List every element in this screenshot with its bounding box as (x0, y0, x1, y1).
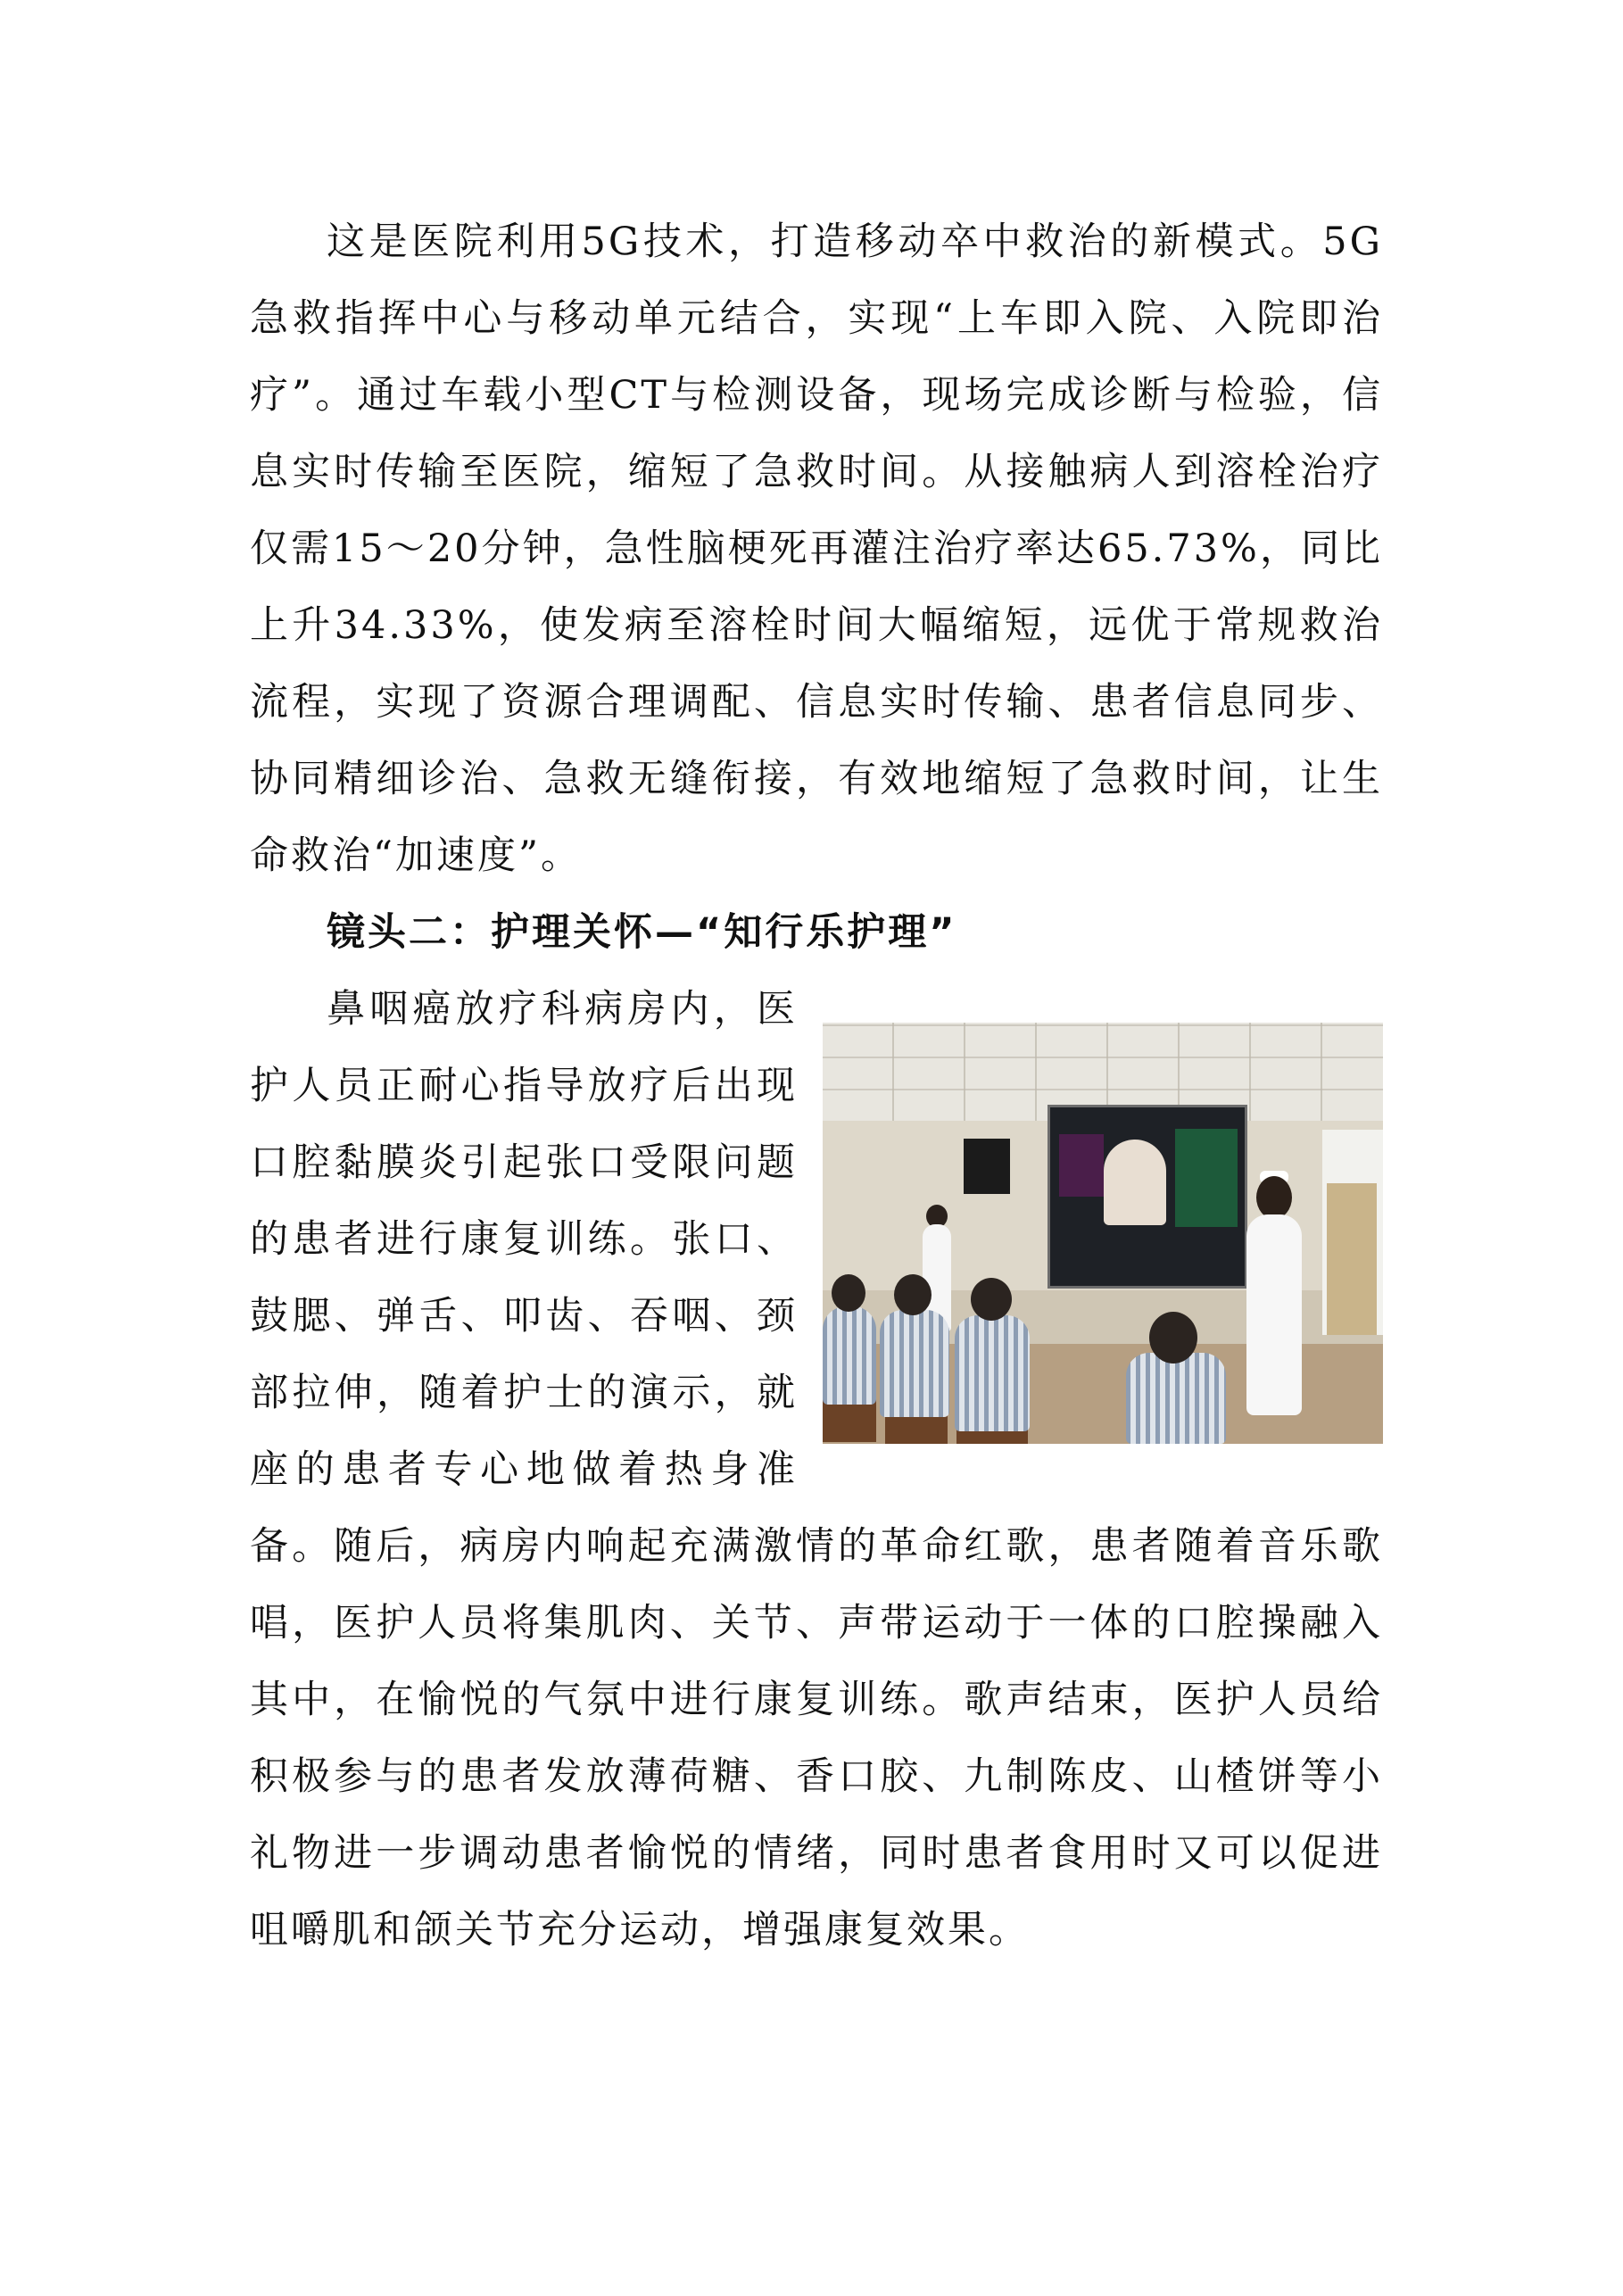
document-body (250, 203, 1383, 1969)
photo-patient (880, 1310, 949, 1417)
photo-nurse-demonstrating (1246, 1214, 1302, 1415)
photo-speaker (964, 1139, 1010, 1194)
photo-patient (823, 1306, 876, 1405)
photo-oral-rehab-training (823, 1023, 1383, 1444)
photo-patient (1126, 1353, 1226, 1444)
photo-projection-screen (1047, 1105, 1247, 1289)
paragraph-oral-rehab: 鼻咽癌放疗科病房内，医护人员正耐心指导放疗后出现口腔黏膜炎引起张口受限问题的患者进行康复训练。张口、鼓腮、弹舌、叩齿、吞咽、颈部拉伸，随着护士的演示，就座的患者专心地做着热身准备。随后，病房内响起充满激情的革命红歌，患者随着音乐歌唱，医护人员将集肌肉、关节、声带运动于一体的口腔操融入其中，在愉悦的气氛中进行康复训练。歌声结束，医护人员给积极参与的患者发放薄荷糖、香口胶、九制陈皮、山楂饼等小礼物进一步调动患者愉悦的情绪，同时患者食用时又可以促进咀嚼肌和颌关节充分运动，增强康复效果。 (250, 987, 1383, 1952)
section-heading-nursing-care: 镜头二：护理关怀—“知行乐护理” (327, 910, 957, 955)
paragraph-5g-stroke-care: 这是医院利用5G技术，打造移动卒中救治的新模式。5G急救指挥中心与移动单元结合，实现“上车即入院、入院即治疗”。通过车载小型CT与检测设备，现场完成诊断与检验，信息实时传输至医院，缩短了急救时间。从接触病人到溶栓治疗仅需15～20分钟，急性脑梗死再灌注治疗率达65.73%，同比上升34.33%，使发病至溶栓时间大幅缩短，远优于常规救治流程，实现了资源合理调配、信息实时传输、患者信息同步、协同精细诊治、急救无缝衔接，有效地缩短了急救时间，让生命救治“加速度”。 (250, 220, 1383, 878)
photo-patient (955, 1315, 1030, 1431)
